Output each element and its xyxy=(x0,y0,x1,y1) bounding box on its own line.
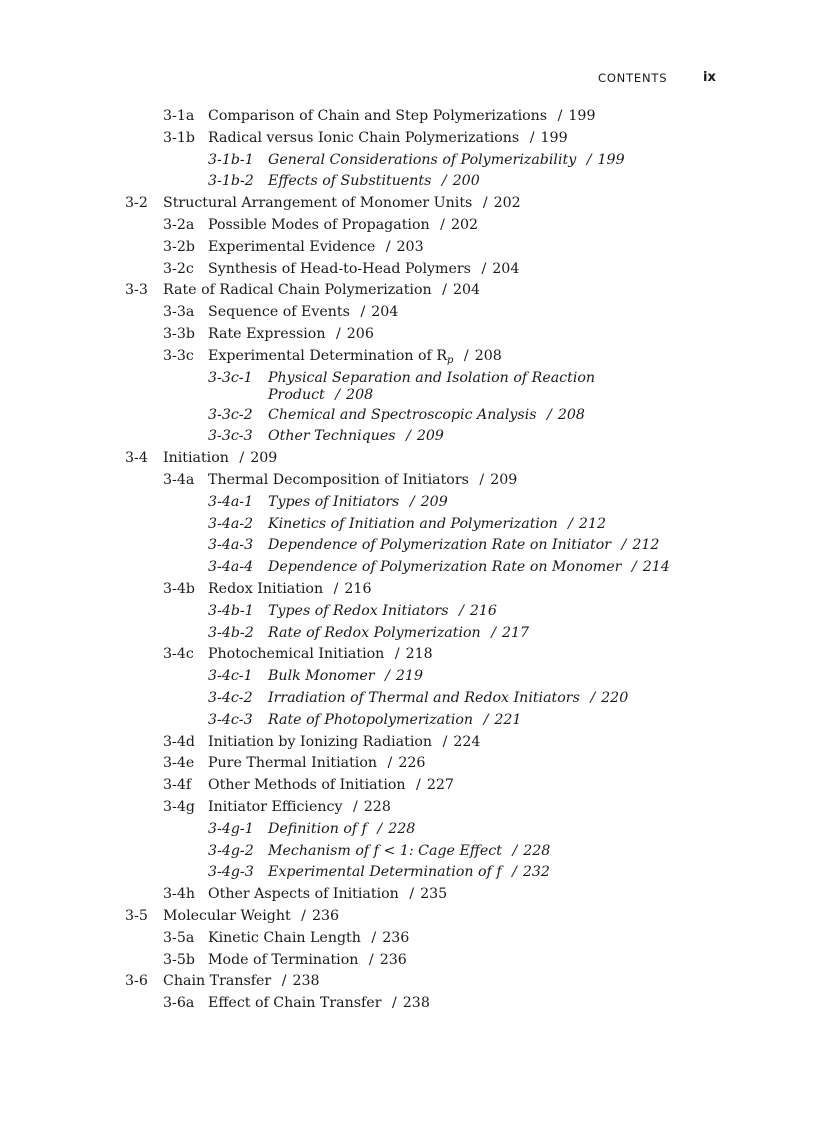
toc-entry xyxy=(0,280,816,302)
toc-entry-number: 3-4d xyxy=(163,733,195,750)
toc-entry-page: 217 xyxy=(501,624,530,641)
toc-entry-title-text: Kinetic Chain Length xyxy=(208,929,361,946)
toc-entry-title-text: Experimental Determination of R xyxy=(208,347,447,364)
toc-entry-page: 209 xyxy=(490,472,518,489)
page-number: ix xyxy=(703,70,716,85)
toc-entry-title xyxy=(208,579,372,601)
toc-entry-number: 3-4c xyxy=(163,646,194,663)
toc-entry xyxy=(0,775,816,797)
toc-entry-title-text: Initiation xyxy=(163,450,229,467)
toc-entry-title xyxy=(208,128,568,150)
toc-entry-page: 199 xyxy=(540,129,568,146)
toc-entry-title xyxy=(208,993,430,1015)
toc-entry xyxy=(0,535,816,557)
toc-entry xyxy=(0,557,816,579)
toc-entry-title-text: Irradiation of Thermal and Redox Initiators xyxy=(268,690,580,707)
toc-entry-title xyxy=(268,819,415,841)
toc-entry-number: 3-4c-1 xyxy=(208,668,253,685)
toc-entry-separator: / xyxy=(463,347,469,364)
toc-entry-separator: / xyxy=(360,304,366,321)
toc-entry-separator: / xyxy=(483,711,489,728)
toc-entry-title-text: Structural Arrangement of Monomer Units xyxy=(163,195,473,212)
toc-entry-page: 236 xyxy=(382,929,410,946)
toc-entry-separator: / xyxy=(385,238,391,255)
toc-entry-separator: / xyxy=(512,842,518,859)
toc-entry-number: 3-4 xyxy=(125,450,148,467)
toc-entry-number: 3-4c-2 xyxy=(208,690,253,707)
toc-entry-title xyxy=(268,710,521,732)
toc-entry-separator: / xyxy=(281,973,287,990)
toc-entry-number: 3-5 xyxy=(125,907,148,924)
toc-entry-number: 3-2 xyxy=(125,195,148,212)
toc-entry-number: 3-5b xyxy=(163,951,195,968)
toc-entry-separator: / xyxy=(336,325,341,342)
toc-entry-number: 3-4e xyxy=(163,755,195,772)
toc-entry-number: 3-3c-3 xyxy=(208,428,253,445)
toc-entry xyxy=(0,470,816,492)
toc-entry-title xyxy=(163,906,339,928)
toc-entry-page: 206 xyxy=(346,325,374,342)
toc-entry-title xyxy=(208,644,433,666)
toc-entry-title-text: Chemical and Spectroscopic Analysis xyxy=(268,406,537,423)
toc-entry xyxy=(0,386,816,405)
toc-entry-title-text: Possible Modes of Propagation xyxy=(208,216,430,233)
toc-entry xyxy=(0,797,816,819)
toc-entry-title-text: Types of Redox Initiators xyxy=(268,602,449,619)
toc-entry-number: 3-4g-2 xyxy=(208,842,254,859)
toc-entry xyxy=(0,666,816,688)
toc-entry-number: 3-4a xyxy=(163,472,195,489)
toc-entry-separator: / xyxy=(406,428,411,445)
toc-entry xyxy=(0,819,816,841)
toc-entry-number: 3-6a xyxy=(163,995,195,1012)
toc-entry-title-text: Other Aspects of Initiation xyxy=(208,886,399,903)
toc-entry-title xyxy=(208,775,454,797)
toc-entry-title-text: Other Methods of Initiation xyxy=(208,777,406,794)
toc-entry-title xyxy=(268,688,628,710)
toc-entry-separator: / xyxy=(387,755,393,772)
toc-entry xyxy=(0,710,816,732)
toc-entry-page: 220 xyxy=(601,690,629,707)
toc-entry-page: 226 xyxy=(398,755,426,772)
toc-entry-page: 235 xyxy=(420,886,448,903)
toc-entry-title xyxy=(163,448,277,470)
toc-entry-title xyxy=(208,753,425,775)
toc-entry-page: 219 xyxy=(395,668,423,685)
toc-entry xyxy=(0,514,816,536)
toc-entry-title xyxy=(268,666,423,688)
toc-entry-separator: / xyxy=(590,690,596,707)
toc-entry-title xyxy=(268,405,585,427)
toc-entry-number: 3-3 xyxy=(125,282,148,299)
toc-entry-number: 3-4c-3 xyxy=(208,711,253,728)
toc-entry-separator: / xyxy=(368,951,374,968)
toc-entry-separator: / xyxy=(442,733,448,750)
toc-entry-separator: / xyxy=(441,173,447,190)
toc-entry-page: 204 xyxy=(452,282,481,299)
toc-entry xyxy=(0,732,816,754)
toc-entry-page: 238 xyxy=(402,995,430,1012)
toc-entry-page: 204 xyxy=(492,260,520,277)
toc-entry-title-text: Rate of Radical Chain Polymerization xyxy=(163,282,432,299)
toc-entry-separator: / xyxy=(557,108,563,124)
toc-entry-title xyxy=(208,928,409,950)
toc-entry-number: 3-4a-2 xyxy=(208,515,254,532)
toc-entry-title xyxy=(268,535,659,557)
toc-entry-title-text: Types of Initiators xyxy=(268,493,400,510)
toc-entry-title-text: Chain Transfer xyxy=(163,973,272,990)
toc-entry-title-text: Effect of Chain Transfer xyxy=(208,995,382,1012)
toc-entry-page: 221 xyxy=(494,711,522,728)
toc-entry-title xyxy=(268,601,497,623)
toc-entry-title xyxy=(208,324,374,346)
toc-entry-title xyxy=(268,862,550,884)
toc-entry-page: 228 xyxy=(388,820,416,837)
toc-entry xyxy=(0,753,816,775)
toc-entry-title-text: Other Techniques xyxy=(268,428,396,445)
toc-entry-number: 3-4a-1 xyxy=(208,493,254,510)
toc-entry-separator: / xyxy=(392,995,397,1012)
running-header xyxy=(0,71,816,91)
toc-entry-number: 3-2c xyxy=(163,260,194,277)
toc-entry-title-text: Dependence of Polymerization Rate on Initiator xyxy=(268,537,612,554)
toc-entry xyxy=(0,862,816,884)
toc-entry-title xyxy=(268,426,444,448)
toc-entry-page: 199 xyxy=(568,108,596,124)
toc-entry-number: 3-4g-3 xyxy=(208,864,254,881)
toc-entry-separator: / xyxy=(377,820,383,837)
toc-entry-page: 224 xyxy=(453,733,481,750)
toc-entry xyxy=(0,906,816,928)
toc-entry-number: 3-5a xyxy=(163,929,195,946)
toc-entry-title xyxy=(268,841,550,863)
toc-entry-page: 199 xyxy=(597,151,625,168)
toc-entry-number: 3-3c-2 xyxy=(208,406,253,423)
toc-entry xyxy=(0,171,816,193)
toc-entry xyxy=(0,426,816,448)
toc-entry-title xyxy=(208,346,502,369)
toc-entry-title xyxy=(208,884,447,906)
toc-entry xyxy=(0,150,816,172)
toc-entry-separator: / xyxy=(512,864,517,881)
toc-entry-separator: / xyxy=(442,282,447,299)
toc-entry-page: 214 xyxy=(642,559,670,576)
toc-entry xyxy=(0,928,816,950)
toc-entry-separator: / xyxy=(529,129,535,146)
toc-entry-title-text: Mode of Termination xyxy=(208,951,359,968)
toc-entry-title xyxy=(208,259,519,281)
toc-entry-page: 238 xyxy=(292,973,320,990)
toc-entry-page: 202 xyxy=(450,216,479,233)
toc-entry-page: 200 xyxy=(452,173,480,190)
toc-entry-separator: / xyxy=(479,472,485,489)
toc-entry-title xyxy=(208,797,391,819)
toc-entry-separator: / xyxy=(385,668,390,685)
toc-entry xyxy=(0,448,816,470)
toc-entry-title-text: Bulk Monomer xyxy=(268,668,375,685)
toc-entry-number: 3-2b xyxy=(163,238,195,255)
toc-entry-title xyxy=(163,280,480,302)
toc-entry-page: 232 xyxy=(522,864,550,881)
toc-entry-title xyxy=(268,492,448,514)
toc-entry-number: 3-4a-3 xyxy=(208,537,254,554)
toc-entry-number: 3-6 xyxy=(125,973,148,990)
toc-entry-page: 208 xyxy=(474,347,502,364)
toc-entry-title-text: Kinetics of Initiation and Polymerization xyxy=(268,515,558,532)
toc-entry-title xyxy=(268,150,625,172)
toc-entry-title-text: Definition of f xyxy=(268,820,367,837)
toc-entry-number: 3-4a-4 xyxy=(208,559,254,576)
toc-entry-title xyxy=(268,623,529,645)
toc-entry-number: 3-3c xyxy=(163,347,194,364)
toc-entry-title-text: General Considerations of Polymerizability xyxy=(268,151,577,168)
toc-entry xyxy=(0,579,816,601)
toc-entry-page: 218 xyxy=(405,646,433,663)
toc-entry-title xyxy=(268,171,480,193)
toc-entry-title-text: Mechanism of f < 1: Cage Effect xyxy=(268,842,502,859)
toc-entry xyxy=(0,644,816,666)
toc-entry-page: 203 xyxy=(396,238,424,255)
toc-entry xyxy=(0,623,816,645)
toc-entry-page: 212 xyxy=(632,537,660,554)
toc-entry-title-text: Photochemical Initiation xyxy=(208,646,385,663)
toc-entry-title xyxy=(208,732,480,754)
toc-entry-separator: / xyxy=(409,886,415,903)
toc-entry-title-text: Initiation by Ionizing Radiation xyxy=(208,733,433,750)
toc-entry-title-text: Physical Separation and Isolation of Reaction xyxy=(268,369,596,386)
toc-entry-page: 216 xyxy=(469,602,497,619)
toc-entry-number: 3-3c-1 xyxy=(208,369,253,386)
toc-entry-separator: / xyxy=(568,515,573,532)
toc-entry-separator: / xyxy=(482,195,488,212)
toc-entry-title-text: Molecular Weight xyxy=(163,907,291,924)
toc-entry-title-text: Sequence of Events xyxy=(208,304,350,321)
toc-entry-page: 209 xyxy=(416,428,444,445)
toc-entry xyxy=(0,237,816,259)
toc-entry-number: 3-4g-1 xyxy=(208,820,254,837)
toc-entry xyxy=(0,193,816,215)
toc-entry-number: 3-3b xyxy=(163,325,195,342)
toc-entry xyxy=(0,259,816,281)
toc-entry-title-text: Effects of Substituents xyxy=(268,173,432,190)
toc-entry-page: 236 xyxy=(379,951,407,968)
toc-entry-page: 227 xyxy=(426,777,454,794)
toc-entry-title-text: Radical versus Ionic Chain Polymerizations xyxy=(208,129,520,146)
toc-entry-separator: / xyxy=(459,602,464,619)
toc-entry-separator: / xyxy=(394,646,400,663)
toc-entry-page: 228 xyxy=(523,842,551,859)
toc-entry-separator: / xyxy=(333,581,339,598)
toc-entry-title-text: Experimental Evidence xyxy=(208,238,376,255)
toc-entry-number: 3-4f xyxy=(163,777,192,794)
toc-entry-separator: / xyxy=(440,216,445,233)
toc-entry xyxy=(0,492,816,514)
toc-entry-separator: / xyxy=(371,929,377,946)
toc-entry-title-text: Dependence of Polymerization Rate on Monomer xyxy=(268,559,622,576)
toc-entry-title xyxy=(208,470,517,492)
toc-entry xyxy=(0,601,816,623)
toc-entry xyxy=(0,405,816,427)
toc-entry-title-subscript: p xyxy=(447,354,454,366)
toc-entry-page: 209 xyxy=(420,493,448,510)
toc-entry-title-text: Rate of Redox Polymerization xyxy=(268,624,481,641)
toc-entry xyxy=(0,884,816,906)
toc-entry-separator: / xyxy=(631,559,637,576)
toc-entry-page: 228 xyxy=(363,799,391,815)
toc-entry-title-text: Thermal Decomposition of Initiators xyxy=(208,472,469,489)
toc-entry-number: 3-4h xyxy=(163,886,195,903)
toc-entry-separator: / xyxy=(409,493,415,510)
toc-entry-page: 236 xyxy=(311,907,340,924)
toc-entry-page: 202 xyxy=(493,195,521,212)
toc-entry-separator: / xyxy=(491,624,496,641)
toc-entry-title xyxy=(163,193,521,215)
toc-entry-separator: / xyxy=(301,907,306,924)
table-of-contents xyxy=(0,106,816,1015)
toc-entry-title-text: Comparison of Chain and Step Polymerizations xyxy=(208,108,548,124)
toc-entry-number: 3-1b-2 xyxy=(208,173,254,190)
toc-entry xyxy=(0,215,816,237)
toc-entry-page: 208 xyxy=(346,386,374,403)
toc-entry-page: 216 xyxy=(344,581,372,598)
toc-entry-page: 212 xyxy=(578,515,607,532)
toc-entry-title-text: Redox Initiation xyxy=(208,581,324,598)
toc-entry-number: 3-2a xyxy=(163,216,195,233)
toc-entry-title-text: Synthesis of Head-to-Head Polymers xyxy=(208,260,471,277)
toc-entry-number: 3-1b-1 xyxy=(208,151,254,168)
toc-entry-number: 3-4b xyxy=(163,581,195,598)
toc-entry-separator: / xyxy=(481,260,487,277)
toc-entry-title xyxy=(208,237,424,259)
toc-entry xyxy=(0,106,816,128)
toc-entry xyxy=(0,993,816,1015)
toc-entry-separator: / xyxy=(239,450,245,467)
toc-entry xyxy=(0,688,816,710)
toc-entry-page: 209 xyxy=(250,450,278,467)
toc-entry-page: 204 xyxy=(371,304,399,321)
toc-entry-title xyxy=(208,215,478,237)
toc-entry-number: 3-4g xyxy=(163,799,195,815)
toc-entry xyxy=(0,302,816,324)
toc-entry-title xyxy=(268,386,373,405)
toc-entry-title xyxy=(208,950,407,972)
toc-entry-title xyxy=(208,302,398,324)
toc-entry-number: 3-4b-2 xyxy=(208,624,254,641)
toc-entry-number: 3-1a xyxy=(163,108,195,124)
toc-entry-title xyxy=(163,971,320,993)
toc-entry xyxy=(0,324,816,346)
toc-entry-separator: / xyxy=(586,151,592,168)
toc-entry-separator: / xyxy=(416,777,421,794)
toc-entry-number: 3-4b-1 xyxy=(208,602,254,619)
toc-entry xyxy=(0,841,816,863)
toc-entry-title xyxy=(208,106,595,128)
toc-entry-title-text: Rate Expression xyxy=(208,325,326,342)
toc-entry-title xyxy=(268,514,606,536)
toc-entry-separator: / xyxy=(352,799,358,815)
toc-entry xyxy=(0,346,816,368)
toc-entry-separator: / xyxy=(621,537,627,554)
toc-entry-title xyxy=(268,557,670,579)
toc-entry-title-text: Rate of Photopolymerization xyxy=(268,711,474,728)
toc-entry-number: 3-1b xyxy=(163,129,195,146)
toc-entry xyxy=(0,950,816,972)
toc-entry-title-text: Initiator Efficiency xyxy=(208,799,343,815)
toc-entry-title-text: Product xyxy=(268,386,325,403)
running-head: CONTENTS xyxy=(598,71,668,85)
toc-entry-separator: / xyxy=(335,386,341,403)
toc-entry-number: 3-3a xyxy=(163,304,195,321)
toc-entry xyxy=(0,128,816,150)
toc-entry-title-text: Pure Thermal Initiation xyxy=(208,755,378,772)
toc-entry-separator: / xyxy=(547,406,552,423)
toc-entry-page: 208 xyxy=(557,406,585,423)
toc-entry-title-text: Experimental Determination of f xyxy=(268,864,502,881)
toc-entry xyxy=(0,971,816,993)
